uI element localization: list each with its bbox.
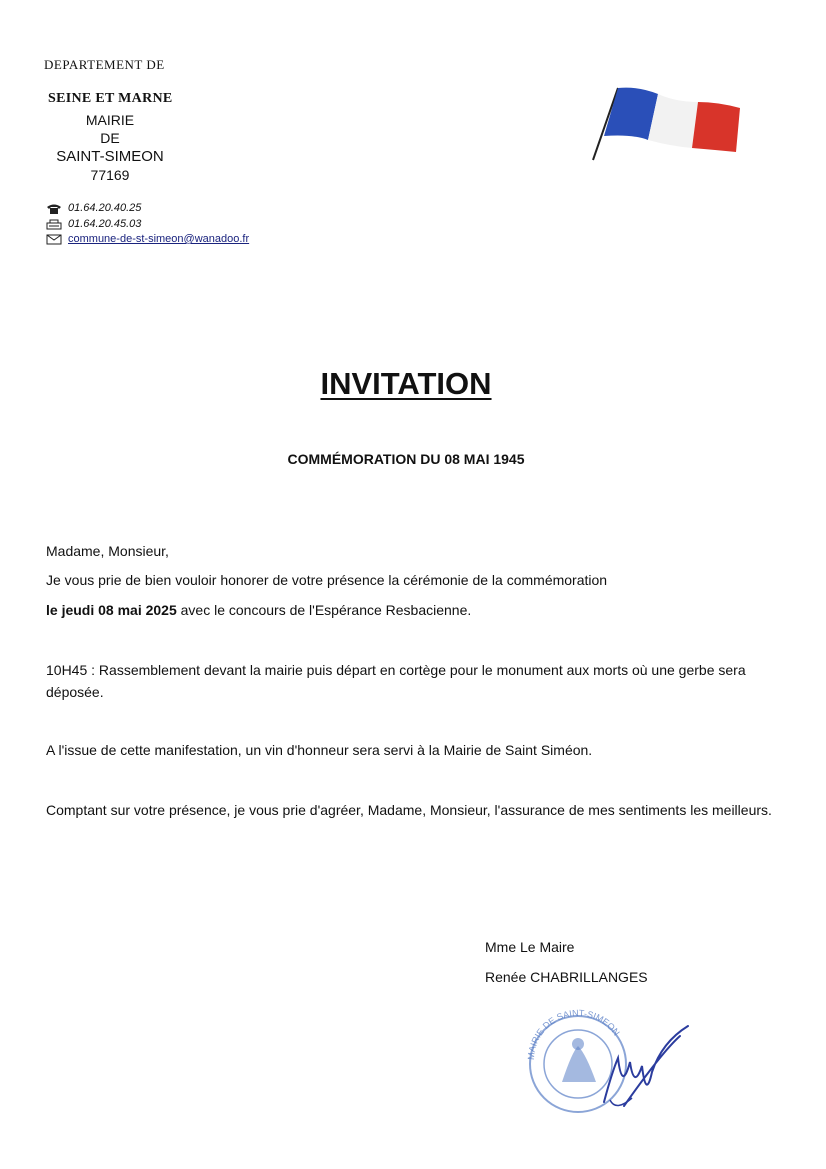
postcode: 77169 [90, 167, 130, 183]
fax-number: 01.64.20.45.03 [68, 218, 142, 230]
mairie-label: MAIRIE [85, 112, 135, 128]
phone-line [46, 202, 141, 214]
schedule-paragraph: 10H45 : Rassemblement devant la mairie puis départ en cortège pour le monument aux morts où une gerbe sera déposée. [46, 662, 746, 700]
fax-icon [46, 219, 62, 230]
subtitle: COMMÉMORATION DU 08 MAI 1945 [287, 451, 525, 467]
invitation-line-2 [46, 599, 776, 621]
event-date: le jeudi 08 mai 2025 [46, 602, 177, 618]
region-label: SEINE ET MARNE [48, 91, 173, 106]
page-title: INVITATION [320, 366, 492, 401]
telephone-icon [46, 203, 62, 214]
official-stamp-and-signature [512, 1002, 712, 1120]
phone-number: 01.64.20.40.25 [68, 202, 142, 214]
invitation-line-2-rest: avec le concours de l'Espérance Resbacienne. [176, 602, 472, 618]
svg-text:MAIRIE DE SAINT-SIMEON: MAIRIE DE SAINT-SIMEON [525, 1007, 622, 1061]
signatory-title: Mme Le Maire [485, 939, 575, 955]
envelope-icon [46, 234, 62, 245]
email-line [46, 233, 249, 245]
salutation: Madame, Monsieur, [46, 543, 169, 559]
town-name: SAINT-SIMEON [56, 148, 164, 165]
signatory-name: Renée CHABRILLANGES [485, 969, 648, 985]
department-label: DEPARTEMENT DE [44, 57, 165, 72]
french-flag-icon [588, 80, 748, 162]
de-label: DE [100, 130, 120, 146]
invitation-line-1: Je vous prie de bien vouloir honorer de votre présence la cérémonie de la commémoration [46, 572, 608, 588]
reception-paragraph: A l'issue de cette manifestation, un vin d'honneur sera servi à la Mairie de Saint Siméon. [46, 742, 593, 758]
email-link[interactable]: commune-de-st-simeon@wanadoo.fr [68, 233, 250, 245]
fax-line [46, 218, 141, 230]
closing-paragraph: Comptant sur votre présence, je vous prie d'agréer, Madame, Monsieur, l'assurance de mes sentiments les meilleurs. [46, 802, 772, 818]
